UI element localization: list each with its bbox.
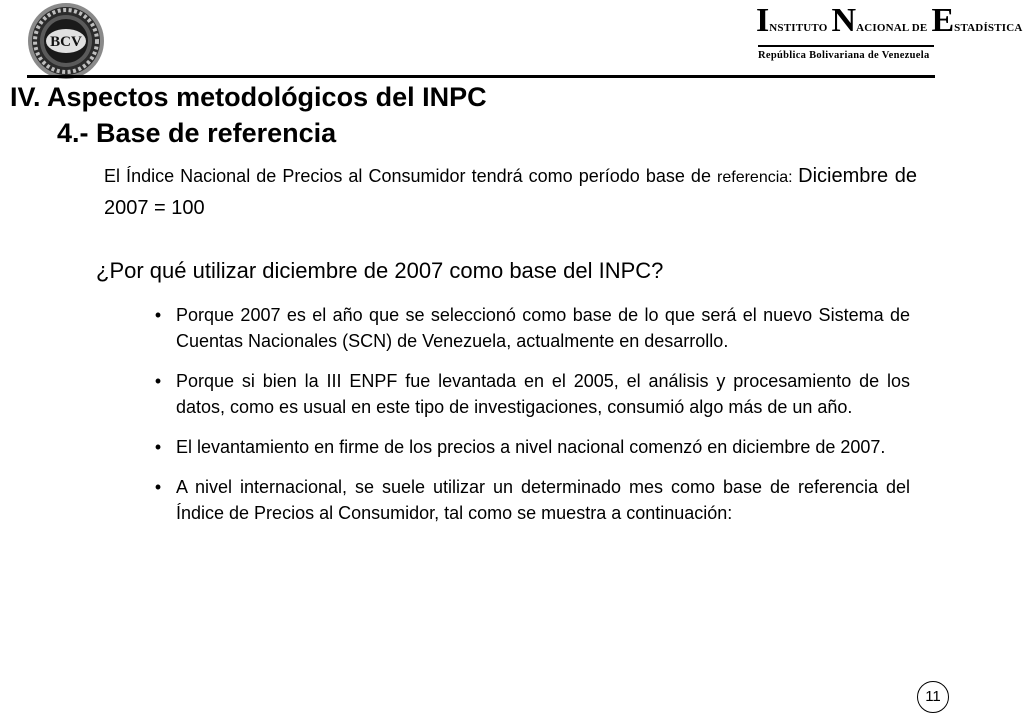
bullet-icon: • xyxy=(154,371,162,391)
subsection-title: 4.- Base de referencia xyxy=(57,118,337,148)
base-value: Diciembre de 2007 = 100 xyxy=(104,165,918,219)
page-number: 11 xyxy=(917,681,949,713)
section-title: IV. Aspectos metodológicos del INPC xyxy=(10,82,487,112)
question-heading: ¿Por qué utilizar diciembre de 2007 como base del INPC? xyxy=(96,258,664,283)
list-item: • Porque si bien la III ENPF fue levantada en el 2005, el análisis y procesamiento de los datos, como es usual en este tipo de investigaciones, consumió algo más de un año. xyxy=(150,368,910,420)
intro-paragraph: El Índice Nacional de Precios al Consumidor tendrá como período base de referencia: Diciembre de 2007 = 100 xyxy=(104,165,918,219)
list-item: • A nivel internacional, se suele utilizar un determinado mes como base de referencia del Índice de Precios al Consumidor, tal como se muestra a continuación: xyxy=(150,474,910,526)
ine-logo-subtitle: República Bolivariana de Venezuela xyxy=(758,50,930,61)
bullet-icon: • xyxy=(154,477,162,497)
header-divider xyxy=(27,75,935,78)
list-item: • El levantamiento en firme de los precios a nivel nacional comenzó en diciembre de 2007. xyxy=(150,434,910,460)
bullet-icon: • xyxy=(154,437,162,457)
ine-logo-title: INSTITUTO NACIONAL DE ESTADÍSTICA xyxy=(756,2,1023,39)
ine-logo xyxy=(756,2,1023,66)
ine-logo-rule xyxy=(758,45,934,47)
list-item: • Porque 2007 es el año que se seleccionó como base de lo que será el nuevo Sistema de Cuentas Nacionales (SCN) de Venezuela, actualmente en desarrollo. xyxy=(150,302,910,354)
bcv-logo-text: BCV xyxy=(50,34,82,50)
bullet-icon: • xyxy=(154,305,162,325)
bcv-logo xyxy=(27,2,105,80)
reasons-list xyxy=(150,302,910,540)
